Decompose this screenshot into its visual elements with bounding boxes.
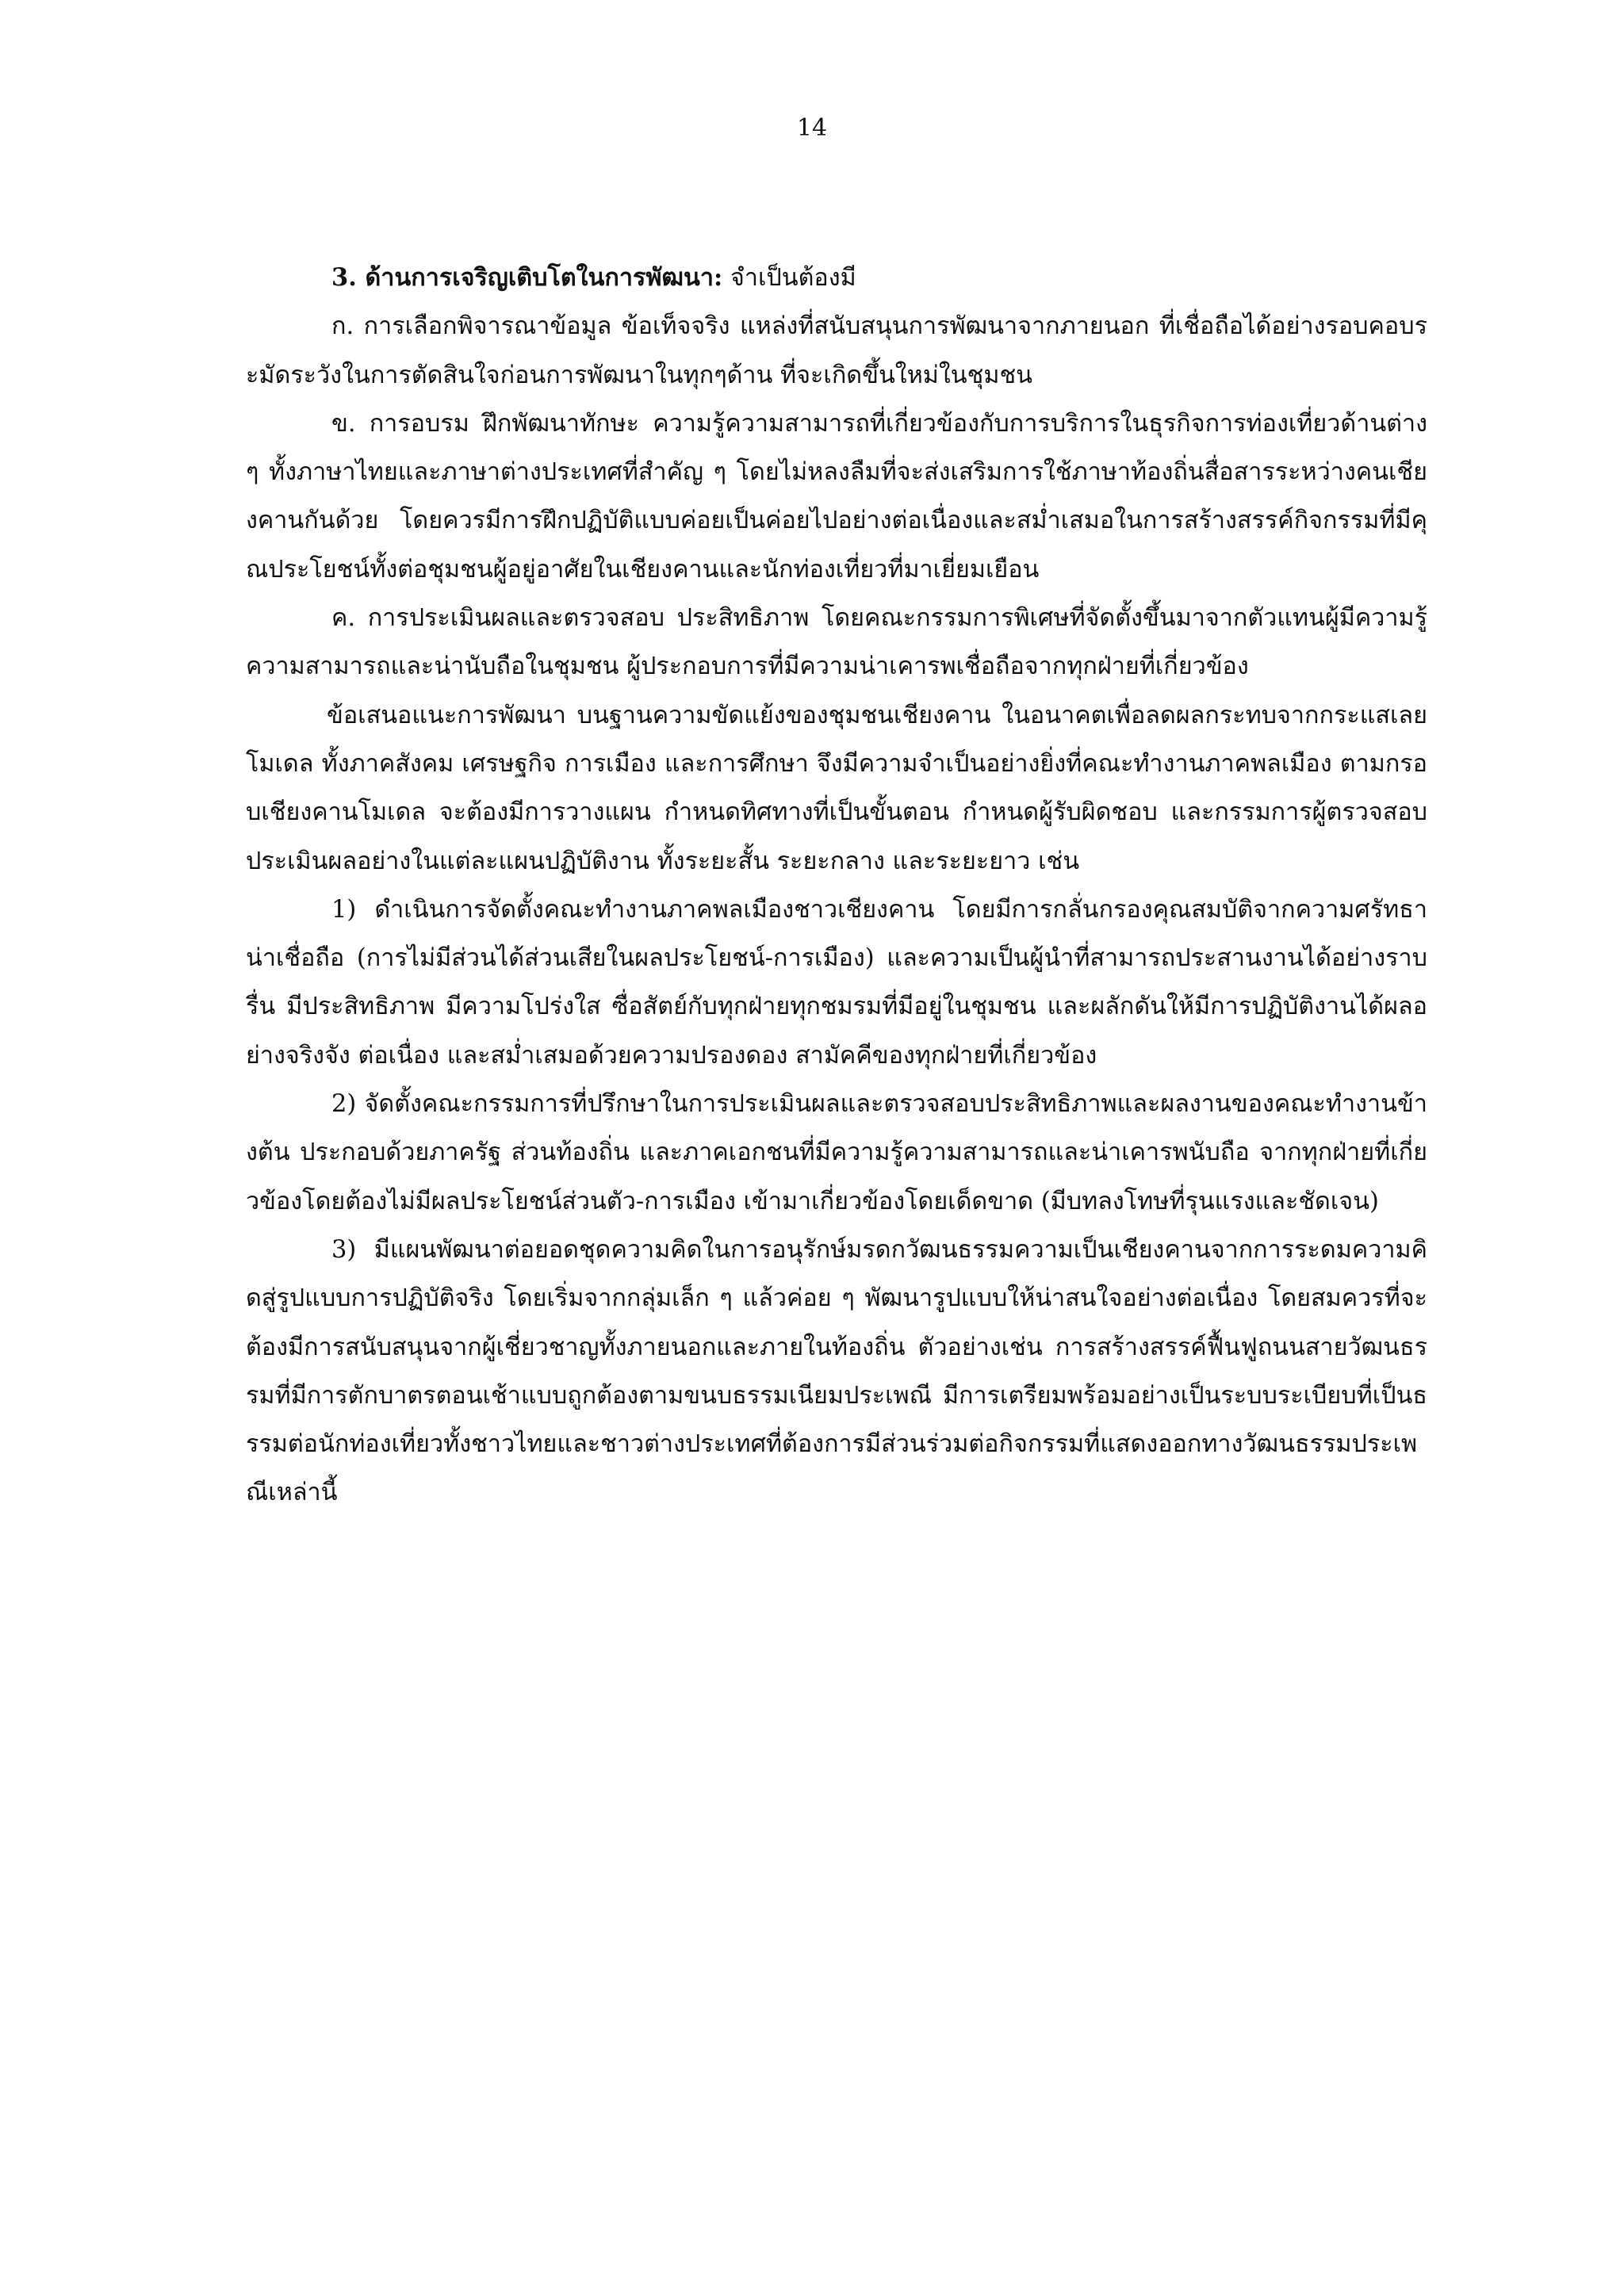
section-heading-text: จำเป็นต้องมี (722, 264, 856, 292)
paragraph-recommendation: ข้อเสนอแนะการพัฒนา บนฐานความขัดแย้งของชุมชนเชียงคาน ในอนาคตเพื่อลดผลกระทบจากกระแสเลยโมเดล ทั้งภาคสังคม เศรษฐกิจ การเมือง และการศึกษา จึงมีความจำเป็นอย่างยิ่งที่คณะทำงานภาคพลเมือง ตามกรอบเชียงคานโมเดล จะต้องมีการวางแผน กำหนดทิศทางที่เป็นขั้นตอน กำหนดผู้รับผิดชอบ และกรรมการผู้ตรวจสอบ ประเมินผลอย่างในแต่ละแผนปฏิบัติงาน ทั้งระยะสั้น ระยะกลาง และระยะยาว เช่น (246, 701, 1427, 875)
document-body (246, 254, 1427, 1517)
section-heading-title: 3. ด้านการเจริญเติบโตในการพัฒนา: (331, 263, 723, 292)
paragraph-kho-khwai: ค. การประเมินผลและตรวจสอบ ประสิทธิภาพ โดยคณะกรรมการพิเศษที่จัดตั้งขึ้นมาจากตัวแทนผู้มีความรู้ ความสามารถและน่านับถือในชุมชน ผู้ประกอบการที่มีความน่าเคารพเชื่อถือจากทุกฝ่ายที่เกี่ยวข้อง (246, 604, 1427, 681)
page-number: 14 (796, 114, 828, 142)
list-item-3: 3) มีแผนพัฒนาต่อยอดชุดความคิดในการอนุรักษ์มรดกวัฒนธรรมความเป็นเชียงคานจากการระดมความคิดสู่รูปแบบการปฏิบัติจริง โดยเริ่มจากกลุ่มเล็ก ๆ แล้วค่อย ๆ พัฒนารูปแบบให้น่าสนใจอย่างต่อเนื่อง โดยสมควรที่จะต้องมีการสนับสนุนจากผู้เชี่ยวชาญทั้งภายนอกและภายในท้องถิ่น ตัวอย่างเช่น การสร้างสรรค์ฟื้นฟูถนนสายวัฒนธรรมที่มีการตักบาตรตอนเช้าแบบถูกต้องตามขนบธรรมเนียมประเพณี มีการเตรียมพร้อมอย่างเป็นระบบระเบียบที่เป็นธรรมต่อนักท่องเที่ยวทั้งชาวไทยและชาวต่างประเทศที่ต้องการมีส่วนร่วมต่อกิจกรรมที่แสดงออกทางวัฒนธรรมประเพณีเหล่านี้ (246, 1235, 1427, 1507)
list-item-1: 1) ดำเนินการจัดตั้งคณะทำงานภาคพลเมืองชาวเชียงคาน โดยมีการกลั่นกรองคุณสมบัติจากความศรัทธา น่าเชื่อถือ (การไม่มีส่วนได้ส่วนเสียในผลประโยชน์-การเมือง) และความเป็นผู้นำที่สามารถประสานงานได้อย่างราบรื่น มีประสิทธิภาพ มีความโปร่งใส ซื่อสัตย์กับทุกฝ่ายทุกชมรมที่มีอยู่ในชุมชน และผลักดันให้มีการปฏิบัติงานได้ผลอย่างจริงจัง ต่อเนื่อง และสม่ำเสมอด้วยความปรองดอง สามัคคีของทุกฝ่ายที่เกี่ยวข้อง (246, 895, 1427, 1070)
list-item-2: 2) จัดตั้งคณะกรรมการที่ปรึกษาในการประเมินผลและตรวจสอบประสิทธิภาพและผลงานของคณะทำงานข้างต้น ประกอบด้วยภาครัฐ ส่วนท้องถิ่น และภาคเอกชนที่มีความรู้ความสามารถและน่าเคารพนับถือ จากทุกฝ่ายที่เกี่ยวข้องโดยต้องไม่มีผลประโยชน์ส่วนตัว-การเมือง เข้ามาเกี่ยวข้องโดยเด็ดขาด (มีบทลงโทษที่รุนแรงและชัดเจน) (246, 1090, 1427, 1215)
section-heading (246, 254, 1427, 302)
paragraph-ko: ก. การเลือกพิจารณาข้อมูล ข้อเท็จจริง แหล่งที่สนับสนุนการพัฒนาจากภายนอก ที่เชื่อถือได้อย่างรอบคอบระมัดระวังในการตัดสินใจก่อนการพัฒนาในทุกๆด้าน ที่จะเกิดขึ้นใหม่ในชุมชน (246, 312, 1427, 389)
paragraph-kho: ข. การอบรม ฝึกพัฒนาทักษะ ความรู้ความสามารถที่เกี่ยวข้องกับการบริการในธุรกิจการท่องเที่ยวด้านต่าง ๆ ทั้งภาษาไทยและภาษาต่างประเทศที่สำคัญ ๆ โดยไม่หลงลืมที่จะส่งเสริมการใช้ภาษาท้องถิ่นสื่อสารระหว่างคนเชียงคานกันด้วย โดยควรมีการฝึกปฏิบัติแบบค่อยเป็นค่อยไปอย่างต่อเนื่องและสม่ำเสมอในการสร้างสรรค์กิจกรรมที่มีคุณประโยชน์ทั้งต่อชุมชนผู้อยู่อาศัยในเชียงคานและนักท่องเที่ยวที่มาเยี่ยมเยือน (246, 409, 1427, 584)
